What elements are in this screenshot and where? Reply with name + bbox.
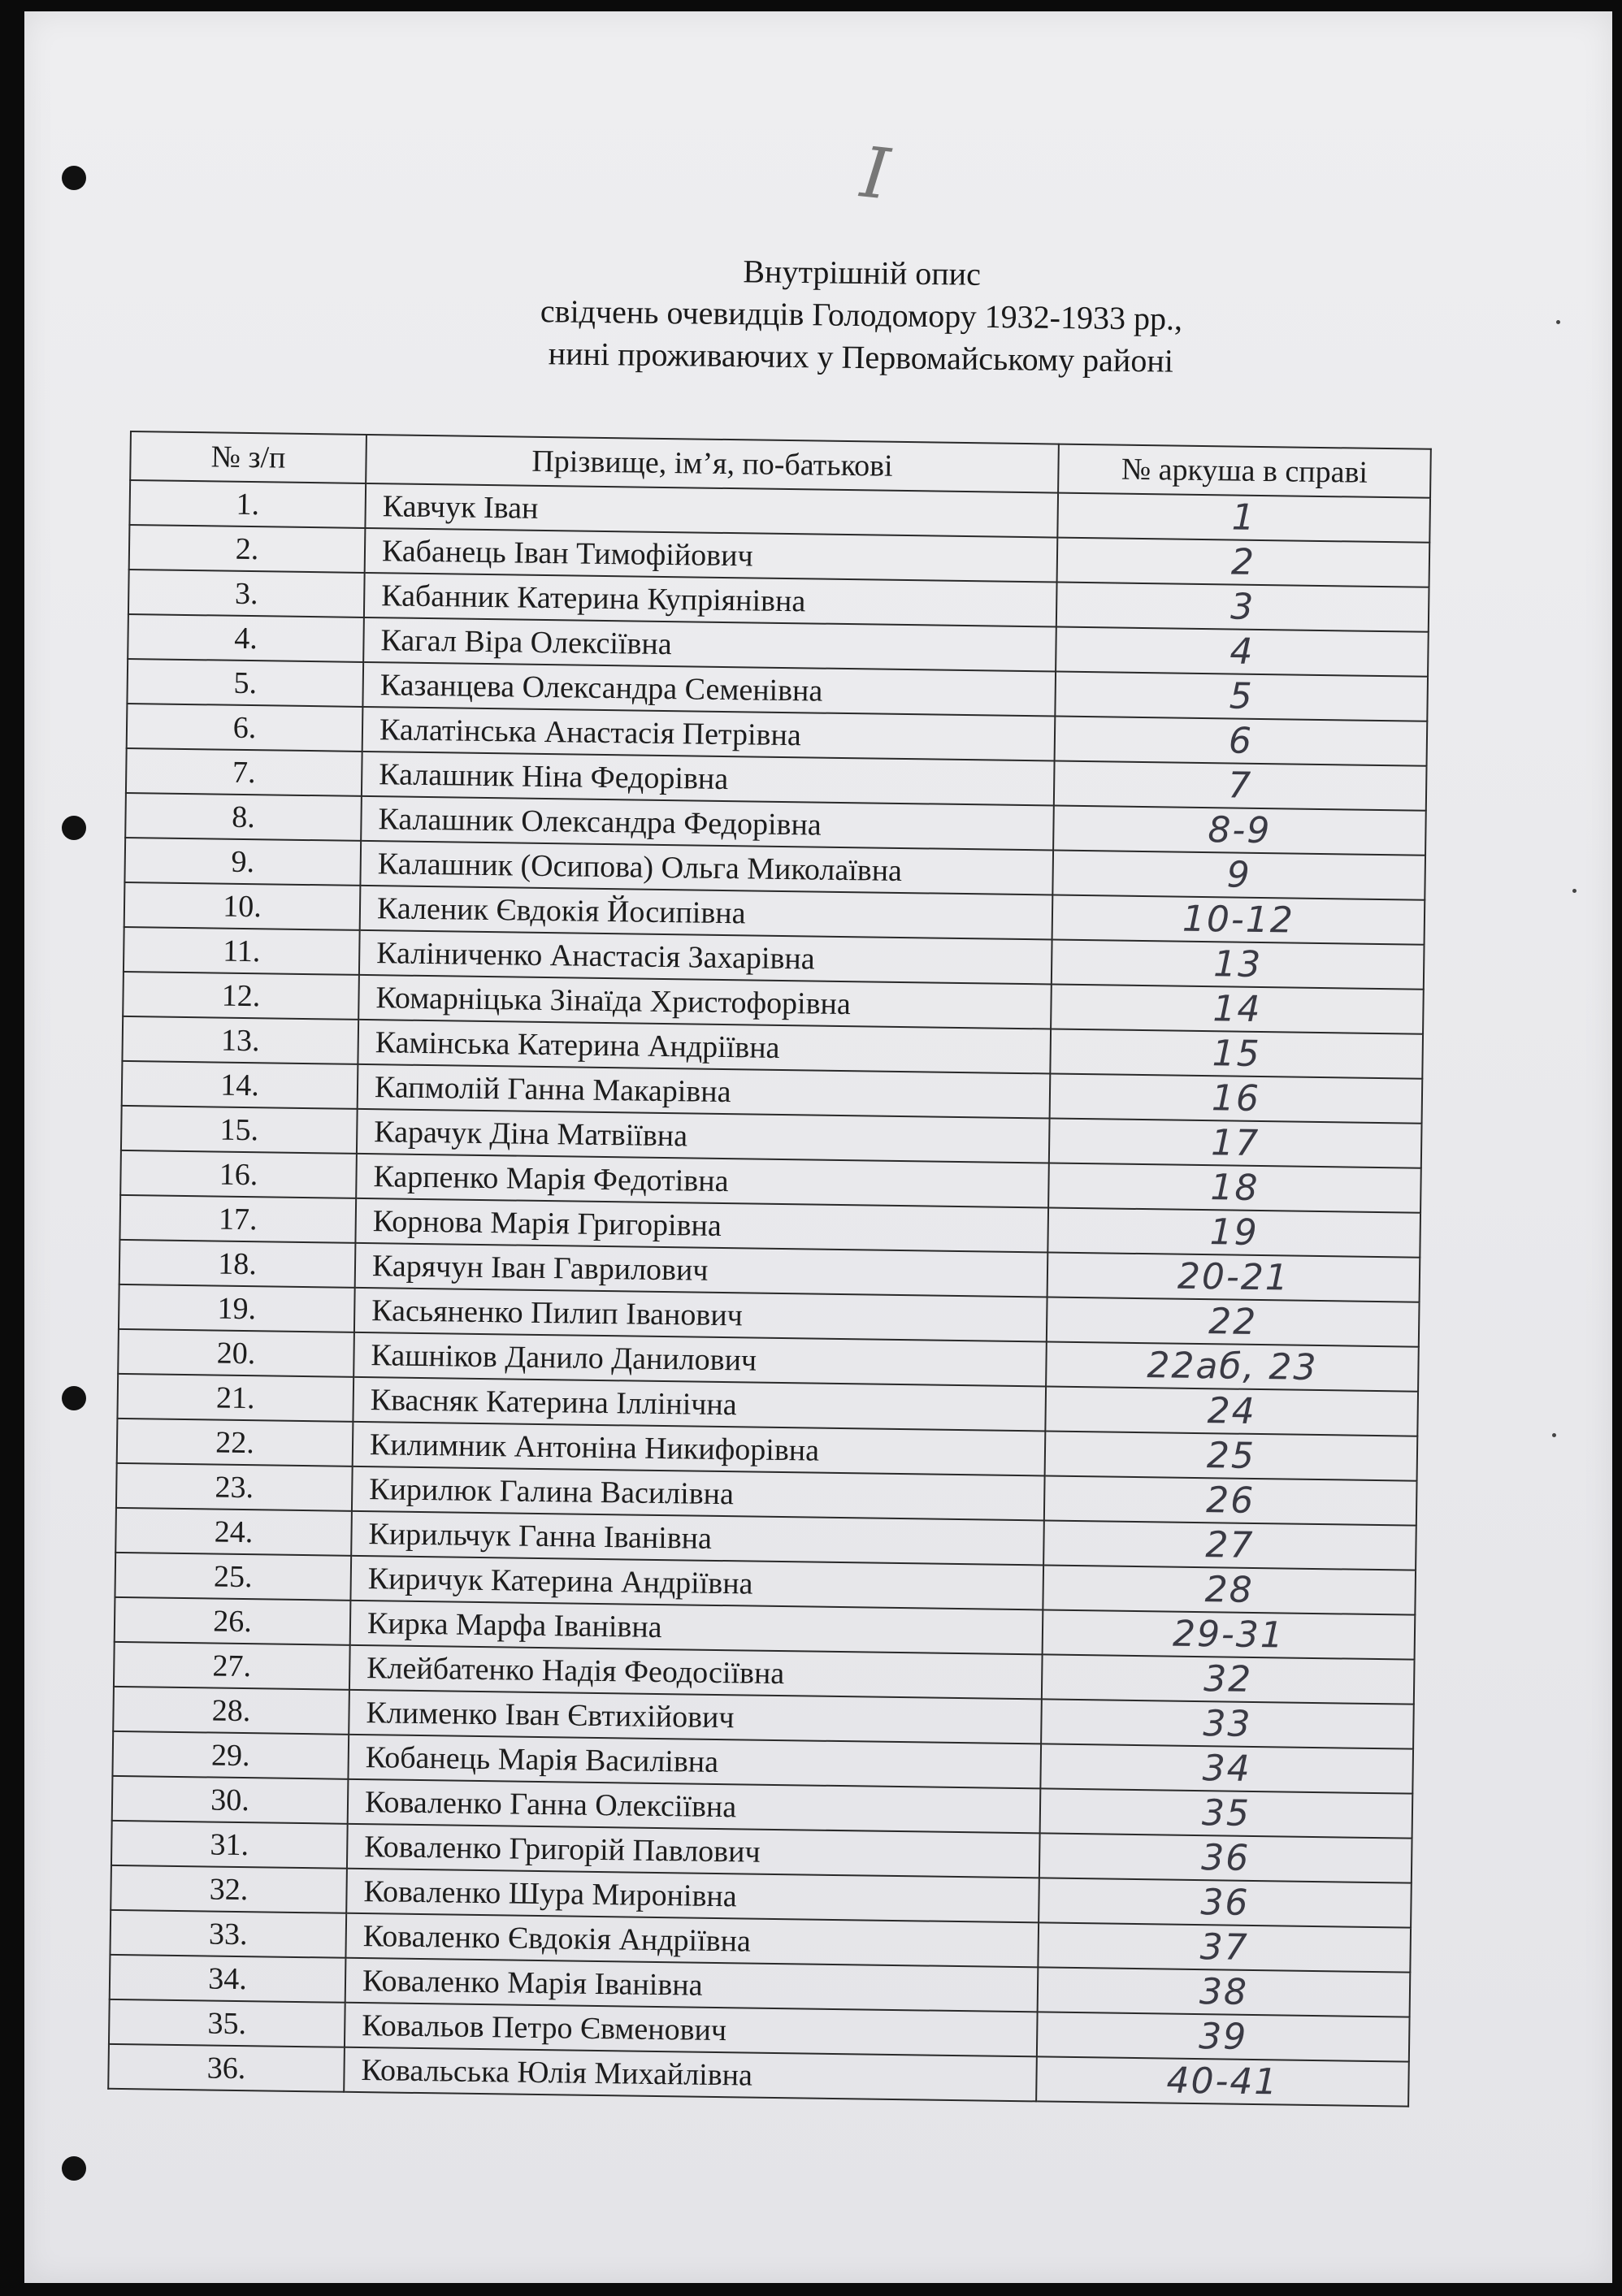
row-sheet: 26 xyxy=(1044,1475,1417,1525)
row-sheet: 24 xyxy=(1045,1386,1418,1436)
row-number: 30. xyxy=(112,1776,349,1824)
header-number: № з/п xyxy=(130,431,366,483)
row-number: 33. xyxy=(110,1910,346,1958)
inventory-table-wrapper xyxy=(107,431,1432,2108)
row-sheet: 32 xyxy=(1042,1654,1415,1704)
row-number: 16. xyxy=(120,1150,357,1198)
row-name: Кабанник Катерина Купріянівна xyxy=(364,573,1057,627)
row-sheet: 36 xyxy=(1039,1878,1412,1927)
row-name: Калашник Ніна Федорівна xyxy=(362,752,1055,806)
row-sheet: 40-41 xyxy=(1036,2056,1409,2106)
row-sheet: 29-31 xyxy=(1043,1609,1416,1659)
row-name: Клейбатенко Надія Феодосіївна xyxy=(349,1645,1043,1700)
row-sheet: 6 xyxy=(1055,717,1428,766)
row-sheet: 36 xyxy=(1039,1833,1412,1882)
row-number: 13. xyxy=(122,1016,358,1064)
inventory-table xyxy=(107,431,1432,2108)
row-name: Ковальов Петро Євменович xyxy=(345,2003,1038,2057)
row-number: 2. xyxy=(129,525,366,573)
row-name: Казанцева Олександра Семенівна xyxy=(362,662,1056,717)
row-number: 15. xyxy=(121,1106,358,1154)
row-name: Коваленко Григорій Павлович xyxy=(347,1824,1040,1878)
row-number: 27. xyxy=(114,1642,350,1690)
row-sheet: 34 xyxy=(1040,1744,1413,1793)
row-name: Капмолій Ганна Макарівна xyxy=(358,1064,1051,1119)
row-sheet: 10-12 xyxy=(1052,895,1425,945)
row-number: 14. xyxy=(122,1061,358,1109)
header-name: Прізвище, ім’я, по-батькові xyxy=(366,435,1059,493)
row-number: 19. xyxy=(119,1284,355,1332)
row-sheet: 9 xyxy=(1052,851,1425,900)
row-name: Ковальська Юлія Михайлівна xyxy=(344,2047,1037,2102)
row-sheet: 22аб, 23 xyxy=(1046,1341,1419,1391)
row-name: Кирка Марфа Іванівна xyxy=(350,1601,1043,1655)
row-sheet: 38 xyxy=(1038,1967,1411,2017)
row-number: 26. xyxy=(115,1597,351,1645)
row-number: 5. xyxy=(127,659,363,707)
row-number: 31. xyxy=(111,1821,348,1869)
row-name: Коваленко Ганна Олексіївна xyxy=(348,1779,1041,1834)
row-name: Калашник (Осипова) Ольга Миколаївна xyxy=(360,841,1053,895)
row-number: 12. xyxy=(123,972,359,1020)
row-sheet: 2 xyxy=(1057,538,1430,587)
row-number: 22. xyxy=(117,1419,353,1466)
row-number: 36. xyxy=(108,2044,345,2092)
row-sheet: 8-9 xyxy=(1053,806,1426,856)
row-sheet: 37 xyxy=(1038,1922,1411,1972)
document-title xyxy=(479,247,1244,383)
row-name: Коваленко Марія Іванівна xyxy=(345,1958,1039,2012)
title-line-3: нині проживаючих у Первомайському районі xyxy=(548,335,1174,379)
row-name: Коваленко Євдокія Андріївна xyxy=(345,1913,1039,1968)
row-name: Калатінська Анастасія Петрівна xyxy=(362,707,1056,761)
handwritten-volume-mark: I xyxy=(857,132,894,216)
row-number: 4. xyxy=(128,614,364,662)
row-name: Кирилюк Галина Василівна xyxy=(352,1466,1045,1521)
row-number: 7. xyxy=(126,748,362,796)
ink-speck xyxy=(1552,1433,1556,1437)
row-number: 21. xyxy=(117,1374,353,1422)
row-number: 25. xyxy=(115,1553,351,1601)
ink-speck xyxy=(1572,889,1576,893)
row-name: Килимник Антоніна Никифорівна xyxy=(353,1422,1046,1476)
row-sheet: 3 xyxy=(1056,583,1429,632)
row-sheet: 20-21 xyxy=(1047,1252,1420,1302)
title-line-1: Внутрішній опис xyxy=(743,253,982,292)
row-sheet: 28 xyxy=(1043,1565,1416,1614)
row-name: Кавчук Іван xyxy=(365,483,1058,538)
row-number: 20. xyxy=(118,1329,354,1377)
row-number: 3. xyxy=(128,570,365,617)
row-sheet: 15 xyxy=(1050,1029,1423,1078)
row-number: 35. xyxy=(109,1999,345,2047)
row-number: 34. xyxy=(110,1955,346,2003)
row-name: Квасняк Катерина Іллінічна xyxy=(353,1377,1046,1432)
title-line-2: свідчень очевидців Голодомору 1932-1933 рр., xyxy=(540,292,1183,337)
row-number: 1. xyxy=(129,480,366,528)
row-name: Клименко Іван Євтихійович xyxy=(349,1690,1042,1744)
row-sheet: 5 xyxy=(1055,672,1428,721)
row-sheet: 18 xyxy=(1048,1163,1421,1212)
row-sheet: 19 xyxy=(1047,1207,1420,1257)
row-name: Корнова Марія Григорівна xyxy=(355,1198,1048,1253)
row-name: Кобанець Марія Василівна xyxy=(348,1735,1041,1789)
punch-hole xyxy=(62,166,86,190)
row-name: Комарніцька Зінаїда Христофорівна xyxy=(358,975,1052,1029)
row-sheet: 16 xyxy=(1050,1073,1423,1123)
row-sheet: 35 xyxy=(1040,1788,1413,1838)
row-name: Кагал Віра Олексіївна xyxy=(363,617,1056,672)
row-number: 18. xyxy=(119,1240,356,1288)
row-number: 28. xyxy=(113,1687,349,1735)
row-name: Кирильчук Ганна Іванівна xyxy=(351,1511,1044,1566)
ink-speck xyxy=(1556,320,1560,324)
row-number: 6. xyxy=(127,704,363,752)
header-sheet: № аркуша в справі xyxy=(1058,444,1431,498)
row-sheet: 25 xyxy=(1045,1431,1418,1480)
row-number: 10. xyxy=(124,882,361,930)
row-name: Карпенко Марія Федотівна xyxy=(356,1154,1049,1208)
row-number: 32. xyxy=(111,1865,347,1913)
row-sheet: 17 xyxy=(1049,1118,1422,1167)
table-body xyxy=(108,480,1430,2107)
row-sheet: 22 xyxy=(1047,1297,1420,1346)
row-number: 11. xyxy=(124,927,360,975)
row-sheet: 4 xyxy=(1056,627,1429,677)
row-name: Карячун Іван Гаврилович xyxy=(355,1243,1048,1297)
row-name: Касьяненко Пилип Іванович xyxy=(354,1288,1047,1342)
row-name: Коваленко Шура Миронівна xyxy=(346,1869,1039,1923)
row-number: 24. xyxy=(115,1508,352,1556)
row-number: 8. xyxy=(125,793,362,841)
row-sheet: 14 xyxy=(1051,984,1424,1033)
row-sheet: 7 xyxy=(1054,761,1427,811)
row-sheet: 39 xyxy=(1037,2012,1410,2061)
row-name: Каленик Євдокія Йосипівна xyxy=(360,886,1053,940)
row-name: Киричук Катерина Андріївна xyxy=(350,1556,1043,1610)
row-name: Каліниченко Анастасія Захарівна xyxy=(359,930,1052,985)
punch-hole xyxy=(62,1386,86,1410)
punch-hole xyxy=(62,816,86,840)
row-sheet: 33 xyxy=(1041,1699,1414,1748)
row-name: Кабанець Іван Тимофійович xyxy=(365,528,1058,583)
row-number: 17. xyxy=(119,1195,356,1243)
row-number: 29. xyxy=(112,1731,349,1779)
row-name: Карачук Діна Матвіївна xyxy=(357,1109,1050,1163)
row-sheet: 27 xyxy=(1043,1520,1416,1570)
row-sheet: 13 xyxy=(1052,940,1425,990)
row-number: 9. xyxy=(124,838,361,886)
row-name: Калашник Олександра Федорівна xyxy=(361,796,1054,851)
row-number: 23. xyxy=(116,1463,353,1511)
row-name: Камінська Катерина Андріївна xyxy=(358,1020,1051,1074)
punch-hole xyxy=(62,2156,86,2181)
row-name: Кашніков Данило Данилович xyxy=(353,1332,1047,1387)
row-sheet: 1 xyxy=(1057,493,1430,543)
